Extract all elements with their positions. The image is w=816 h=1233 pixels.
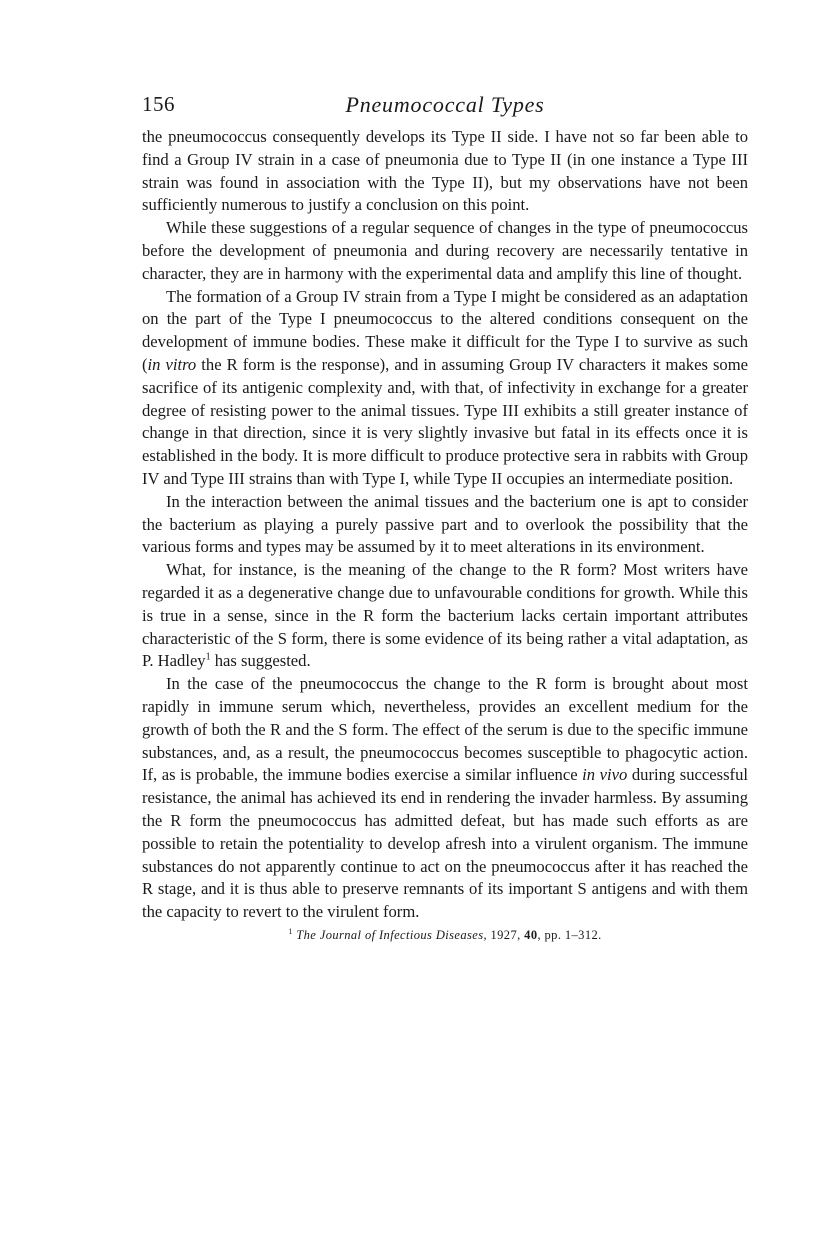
paragraph-text: the pneumococcus consequently develops its Type II side. I have not so far been able to find a Group IV strain in a case of pneumonia due to Type II (in one instance a Type III strain was found in association with the Type II), but my observations have not been sufficiently numerous to justify a conclusion on this point. [142,127,748,215]
footnote-journal: The Journal of Infectious Diseases, [296,927,487,942]
paragraph [142,673,748,924]
footnote-reference: 1 [205,651,211,663]
footnote-volume: 40 [524,927,538,942]
paragraph [142,491,748,559]
footnote-year: 1927, [486,927,525,942]
paragraph [142,559,748,673]
paragraph-text: has suggested. [210,651,311,671]
paragraph [142,286,748,491]
footnote-pages: , pp. 1–312. [537,927,602,942]
paragraph-text: What, for instance, is the meaning of the change to the R form? Most writers have regarded it as a degenerative change due to unfavourable conditions for growth. While this is true in a sense, since in the R form the bacterium lacks certain important attributes characteristic of the S form, there is some evidence of its being rather a vital adaptation, as P. Hadley [142,560,748,671]
paragraph-text: While these suggestions of a regular sequence of changes in the type of pneumococcus before the development of pneumonia and during recovery are necessarily tentative in character, they are in harmony with the experimental data and amplify this line of thought. [142,218,748,283]
italic-text: in vitro [147,354,197,374]
paragraph-text: In the interaction between the animal tissues and the bacterium one is apt to consider the bacterium as playing a purely passive part and to overlook the possibility that the various forms and types may be assumed by it to meet alterations in its environment. [142,491,748,557]
page-number: 156 [142,92,175,116]
footnote [142,927,748,943]
paragraph-text: the R form is the response), and in assuming Group IV characters it makes some sacrifice of its antigenic complexity and, with that, of infectivity in exchange for a greater degree of resisting power to the animal tissues. Type III exhibits a still greater instance of change in that direction, since it is very slightly invasive but fatal in its effects once it is established in the body. It is more difficult to produce protective sera in rabbits with Group IV and Type III strains than with Type I, while Type II occupies an intermediate position. [142,354,748,488]
paragraph-text: during successful resistance, the animal has achieved its end in rendering the invader harmless. By assuming the R form the pneumococcus has admitted defeat, but has made such efforts as are possible to retain the potentiality to develop afresh into a virulent organism. The immune substances do not apparently continue to act on the pneumococcus after it has reached the R stage, and it is thus able to preserve remnants of its important S antigens and with them the capacity to revert to the virulent form. [142,765,748,922]
paragraph [142,217,748,285]
paragraph-text: In the case of the pneumococcus the change to the R form is brought about most rapidly in immune serum which, nevertheless, provides an excellent medium for the growth of both the R and the S form. The effect of the serum is due to the specific immune substances, and, as a result, the pneumococcus becomes susceptible to phagocytic action. If, as is probable, the immune bodies exercise a similar influence [142,674,748,785]
paragraph [142,126,748,217]
running-head [142,92,748,126]
paragraph-text: The formation of a Group IV strain from a Type I might be considered as an adaptation on the part of the Type I pneumococcus to the altered conditions consequent on the development of immune bodies. These make it difficult for the Type I to survive as such ( [142,286,748,374]
body-text [142,126,748,924]
italic-text: in vivo [582,765,628,785]
page [142,92,748,943]
running-title: Pneumococcal Types [345,92,545,117]
footnote-marker: 1 [288,926,293,936]
